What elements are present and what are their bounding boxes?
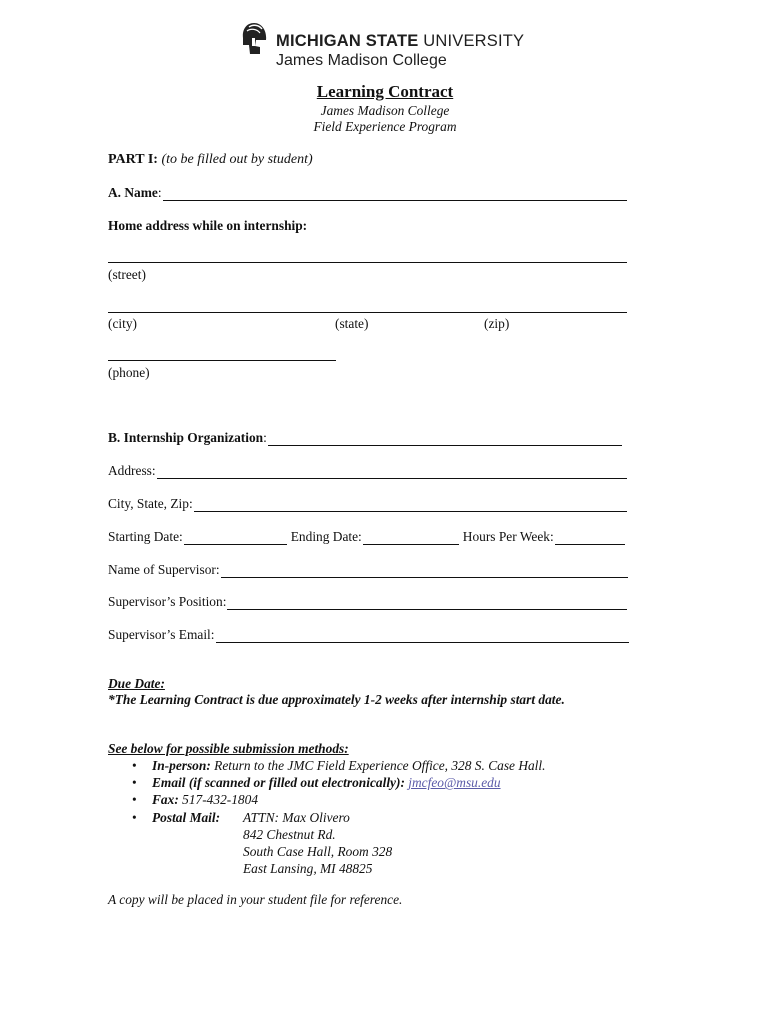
supervisor-email-field[interactable] bbox=[108, 627, 629, 643]
starting-date-label: Starting Date: bbox=[108, 529, 183, 544]
university-name: MICHIGAN STATE UNIVERSITY bbox=[276, 32, 525, 50]
supervisor-position-field[interactable] bbox=[108, 594, 627, 610]
list-item: • Fax: 517-432-1804 bbox=[132, 792, 259, 808]
city-label: (city) bbox=[108, 316, 137, 331]
org-address-field[interactable] bbox=[108, 463, 627, 479]
ending-date-input-line[interactable] bbox=[363, 531, 459, 545]
starting-date-input-line[interactable] bbox=[184, 531, 287, 545]
mail-building: South Case Hall, Room 328 bbox=[243, 844, 393, 859]
org-city-state-zip-input-line[interactable] bbox=[194, 498, 627, 512]
name-input-line[interactable] bbox=[163, 187, 627, 201]
due-date-text: *The Learning Contract is due approximately 1-2 weeks after internship start date. bbox=[108, 692, 565, 707]
home-address-label: Home address while on internship: bbox=[108, 218, 308, 233]
hours-per-week-label: Hours Per Week: bbox=[462, 529, 554, 544]
list-item: • Postal Mail: bbox=[132, 809, 221, 825]
city-state-zip-input-line[interactable] bbox=[108, 312, 627, 313]
supervisor-name-label: Name of Supervisor: bbox=[108, 562, 220, 577]
supervisor-email-label: Supervisor’s Email: bbox=[108, 627, 215, 642]
supervisor-name-input-line[interactable] bbox=[221, 564, 628, 578]
phone-label: (phone) bbox=[108, 365, 150, 380]
street-label: (street) bbox=[108, 267, 146, 282]
part-one-heading: PART I: (to be filled out by student) bbox=[108, 152, 313, 167]
internship-organization-label: B. Internship Organization bbox=[108, 430, 264, 445]
subtitle-program: Field Experience Program bbox=[313, 119, 457, 134]
name-field[interactable]: A. Name : bbox=[108, 185, 627, 201]
list-item: • Email (if scanned or filled out electronically): jmcfeo@msu.edu bbox=[132, 775, 501, 791]
supervisor-position-label: Supervisor’s Position: bbox=[108, 594, 227, 609]
supervisor-position-input-line[interactable] bbox=[227, 596, 627, 610]
supervisor-email-input-line[interactable] bbox=[216, 629, 629, 643]
mail-city: East Lansing, MI 48825 bbox=[243, 861, 373, 876]
hours-per-week-input-line[interactable] bbox=[555, 531, 625, 545]
org-address-label: Address: bbox=[108, 463, 156, 478]
dates-hours-field bbox=[108, 529, 625, 545]
internship-organization-field[interactable]: B. Internship Organization : bbox=[108, 430, 622, 446]
due-date-heading: Due Date: bbox=[108, 676, 165, 691]
msu-logo bbox=[240, 21, 540, 73]
subtitle-college: James Madison College bbox=[320, 103, 450, 118]
street-input-line[interactable] bbox=[108, 262, 627, 263]
list-item: • In-person: Return to the JMC Field Experience Office, 328 S. Case Hall. bbox=[132, 758, 546, 773]
supervisor-name-field[interactable] bbox=[108, 562, 628, 578]
name-label: A. Name bbox=[108, 185, 158, 200]
org-address-input-line[interactable] bbox=[157, 465, 627, 479]
page-title: Learning Contract bbox=[316, 82, 454, 101]
org-city-state-zip-field[interactable] bbox=[108, 496, 627, 512]
mail-attn: ATTN: Max Olivero bbox=[243, 810, 350, 825]
footer-note: A copy will be placed in your student file for reference. bbox=[108, 892, 403, 907]
phone-input-line[interactable] bbox=[108, 360, 336, 361]
college-name: James Madison College bbox=[276, 52, 447, 69]
org-city-state-zip-label: City, State, Zip: bbox=[108, 496, 193, 511]
mail-street: 842 Chestnut Rd. bbox=[243, 827, 336, 842]
zip-label: (zip) bbox=[484, 316, 510, 331]
spartan-helmet-icon bbox=[240, 21, 270, 57]
submission-heading: See below for possible submission methods: bbox=[108, 741, 349, 756]
ending-date-label: Ending Date: bbox=[290, 529, 362, 544]
state-label: (state) bbox=[335, 316, 369, 331]
email-link[interactable]: jmcfeo@msu.edu bbox=[408, 775, 501, 791]
internship-organization-input-line[interactable] bbox=[268, 432, 622, 446]
